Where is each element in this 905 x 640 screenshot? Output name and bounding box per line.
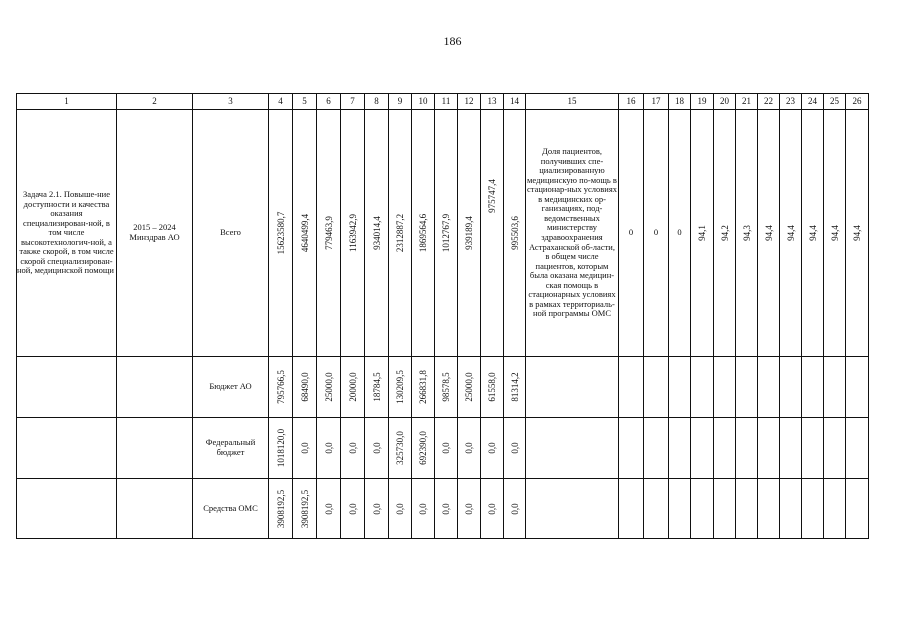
empty-cell [736, 479, 758, 539]
value-cell [389, 479, 412, 539]
col-header: 17 [644, 94, 669, 110]
value: 18784,5 [371, 372, 382, 402]
col-header: 1 [17, 94, 117, 110]
value: 325730,0 [394, 431, 405, 465]
value: 0,0 [371, 502, 382, 515]
value: 15623580,7 [275, 211, 286, 255]
empty-cell [714, 479, 736, 539]
empty-cell [780, 357, 802, 418]
value: 1018120,0 [275, 428, 286, 468]
indicator-value-cell [691, 110, 714, 357]
value: 995503,6 [509, 216, 520, 250]
col-header: 14 [504, 94, 526, 110]
indicator-value: 94,1 [696, 225, 707, 241]
value: 266831,8 [417, 370, 428, 404]
header-row [17, 94, 869, 110]
value-cell [435, 110, 458, 357]
col-header: 25 [824, 94, 846, 110]
empty-cell [691, 418, 714, 479]
empty-cell [117, 357, 193, 418]
col-header: 16 [619, 94, 644, 110]
empty-cell [526, 357, 619, 418]
empty-cell [669, 479, 691, 539]
value: 0,0 [371, 442, 382, 454]
responsible: Минздрав АО [129, 232, 180, 242]
value: 939189,4 [463, 216, 474, 250]
value: 2312887,2 [394, 213, 405, 253]
value: 0,0 [417, 502, 428, 515]
indicator-value-cell [758, 110, 780, 357]
value-cell [341, 418, 365, 479]
col-header: 6 [317, 94, 341, 110]
empty-cell [17, 418, 117, 479]
value: 1012767,9 [440, 213, 451, 253]
empty-cell [714, 357, 736, 418]
empty-cell [846, 479, 869, 539]
value-cell [365, 110, 389, 357]
value: 130209,5 [394, 370, 405, 404]
value: 0,0 [463, 442, 474, 454]
funding-source: Всего [193, 110, 269, 357]
col-header: 10 [412, 94, 435, 110]
value-cell [317, 479, 341, 539]
funding-source: Бюджет АО [193, 357, 269, 418]
value: 1869564,6 [417, 213, 428, 253]
empty-cell [780, 418, 802, 479]
empty-cell [526, 418, 619, 479]
funding-source: Федеральный бюджет [193, 418, 269, 479]
value: 98578,5 [440, 372, 451, 402]
col-header: 26 [846, 94, 869, 110]
col-header: 20 [714, 94, 736, 110]
empty-cell [669, 418, 691, 479]
col-header: 21 [736, 94, 758, 110]
value: 0,0 [440, 502, 451, 515]
empty-cell [691, 357, 714, 418]
indicator-value: 0 [619, 110, 644, 357]
indicator-value: 0 [644, 110, 669, 357]
empty-cell [619, 357, 644, 418]
empty-cell [619, 418, 644, 479]
indicator-description: Доля пациентов, получивших спе-циализированную медицинскую по-мощь в стационар-ных условиях в медицинских ор-ганизациях, под-ведомственных министерству здравоохранения Астраханской об-ласти, в общем числе пациентов, которым была оказана медицин-ская помощь в стационарных условиях в рамках территориаль-ной программы ОМС [526, 110, 619, 357]
funding-source: Средства ОМС [193, 479, 269, 539]
indicator-value: 94,4 [807, 225, 818, 241]
col-header: 13 [481, 94, 504, 110]
value-cell [317, 110, 341, 357]
value: 20000,0 [347, 372, 358, 402]
value: 975747,4 [486, 179, 497, 213]
empty-cell [117, 479, 193, 539]
period-responsible [117, 110, 193, 357]
empty-cell [644, 418, 669, 479]
empty-cell [824, 357, 846, 418]
value-cell [293, 110, 317, 357]
value-cell [293, 418, 317, 479]
indicator-value-cell [714, 110, 736, 357]
table-row [17, 110, 869, 357]
indicator-value: 94,4 [829, 225, 840, 241]
indicator-value: 0 [669, 110, 691, 357]
value-cell [504, 479, 526, 539]
empty-cell [780, 479, 802, 539]
empty-cell [846, 357, 869, 418]
empty-cell [802, 479, 824, 539]
value: 0,0 [440, 442, 451, 454]
value-cell [435, 418, 458, 479]
indicator-value: 94,2 [719, 225, 730, 241]
value: 1163942,9 [347, 214, 358, 252]
empty-cell [846, 418, 869, 479]
value-cell [269, 110, 293, 357]
value-cell [341, 357, 365, 418]
empty-cell [758, 357, 780, 418]
value: 0,0 [394, 502, 405, 515]
col-header: 19 [691, 94, 714, 110]
col-header: 4 [269, 94, 293, 110]
value: 0,0 [509, 442, 520, 454]
indicator-value-cell [780, 110, 802, 357]
value-cell [412, 418, 435, 479]
indicator-value: 94,4 [851, 225, 862, 241]
value-cell [365, 479, 389, 539]
value: 0,0 [347, 442, 358, 454]
value-cell [481, 110, 504, 357]
value: 81314,2 [509, 372, 520, 402]
empty-cell [644, 479, 669, 539]
value: 934014,4 [371, 216, 382, 250]
value-cell [341, 479, 365, 539]
col-header: 22 [758, 94, 780, 110]
value: 0,0 [323, 442, 334, 454]
col-header: 24 [802, 94, 824, 110]
value-cell [412, 357, 435, 418]
empty-cell [736, 418, 758, 479]
empty-cell [758, 418, 780, 479]
empty-cell [691, 479, 714, 539]
value-cell [293, 479, 317, 539]
empty-cell [17, 479, 117, 539]
col-header: 23 [780, 94, 802, 110]
col-header: 12 [458, 94, 481, 110]
value-cell [458, 357, 481, 418]
value-cell [269, 357, 293, 418]
value-cell [269, 479, 293, 539]
value-cell [341, 110, 365, 357]
value: 68490,0 [299, 372, 310, 402]
program-table [16, 93, 869, 539]
indicator-value-cell [802, 110, 824, 357]
indicator-value: 94,4 [763, 225, 774, 241]
indicator-value-cell [846, 110, 869, 357]
value: 0,0 [347, 502, 358, 515]
value-cell [389, 418, 412, 479]
value-cell [458, 110, 481, 357]
page-number: 186 [443, 34, 462, 48]
indicator-value: 94,3 [741, 225, 752, 241]
empty-cell [714, 418, 736, 479]
value-cell [317, 418, 341, 479]
value: 779463,9 [323, 216, 334, 250]
value-cell [458, 418, 481, 479]
value-cell [481, 479, 504, 539]
task-description: Задача 2.1. Повыше-ние доступности и качества оказания специализирован-ной, в том числе высокотехнологич-ной, а также скорой, в том числе скорой специализирован-ной, медицинской помощи [17, 110, 117, 357]
value: 0,0 [299, 442, 310, 454]
value: 25000,0 [463, 372, 474, 402]
col-header: 2 [117, 94, 193, 110]
value: 25000,0 [323, 372, 334, 402]
value-cell [504, 418, 526, 479]
value-cell [389, 357, 412, 418]
empty-cell [644, 357, 669, 418]
value-cell [481, 418, 504, 479]
col-header: 9 [389, 94, 412, 110]
value: 0,0 [486, 502, 497, 515]
col-header: 11 [435, 94, 458, 110]
value-cell [389, 110, 412, 357]
value: 0,0 [323, 502, 334, 515]
value: 4640499,4 [299, 213, 310, 253]
value: 0,0 [486, 442, 497, 454]
value: 0,0 [463, 502, 474, 515]
value: 795766,5 [275, 370, 286, 404]
col-header: 5 [293, 94, 317, 110]
col-header: 8 [365, 94, 389, 110]
value-cell [458, 479, 481, 539]
value: 61558,0 [486, 372, 497, 402]
value-cell [293, 357, 317, 418]
indicator-value-cell [736, 110, 758, 357]
table-row [17, 479, 869, 539]
value-cell [365, 418, 389, 479]
empty-cell [802, 418, 824, 479]
table-row [17, 357, 869, 418]
col-header: 18 [669, 94, 691, 110]
empty-cell [526, 479, 619, 539]
period: 2015 – 2024 [133, 222, 176, 233]
value-cell [435, 357, 458, 418]
value: 692390,0 [417, 431, 428, 465]
empty-cell [758, 479, 780, 539]
empty-cell [824, 479, 846, 539]
value: 0,0 [509, 502, 520, 515]
indicator-value-cell [824, 110, 846, 357]
value-cell [269, 418, 293, 479]
empty-cell [117, 418, 193, 479]
value-cell [481, 357, 504, 418]
col-header: 3 [193, 94, 269, 110]
empty-cell [17, 357, 117, 418]
empty-cell [736, 357, 758, 418]
value-cell [317, 357, 341, 418]
value-cell [412, 479, 435, 539]
col-header: 15 [526, 94, 619, 110]
value-cell [504, 357, 526, 418]
value-cell [365, 357, 389, 418]
value-cell [412, 110, 435, 357]
empty-cell [619, 479, 644, 539]
indicator-value: 94,4 [785, 225, 796, 241]
value: 3908192,5 [275, 489, 286, 528]
col-header: 7 [341, 94, 365, 110]
empty-cell [802, 357, 824, 418]
empty-cell [824, 418, 846, 479]
value-cell [504, 110, 526, 357]
empty-cell [669, 357, 691, 418]
table-row [17, 418, 869, 479]
value: 3908192,5 [299, 489, 310, 528]
value-cell [435, 479, 458, 539]
